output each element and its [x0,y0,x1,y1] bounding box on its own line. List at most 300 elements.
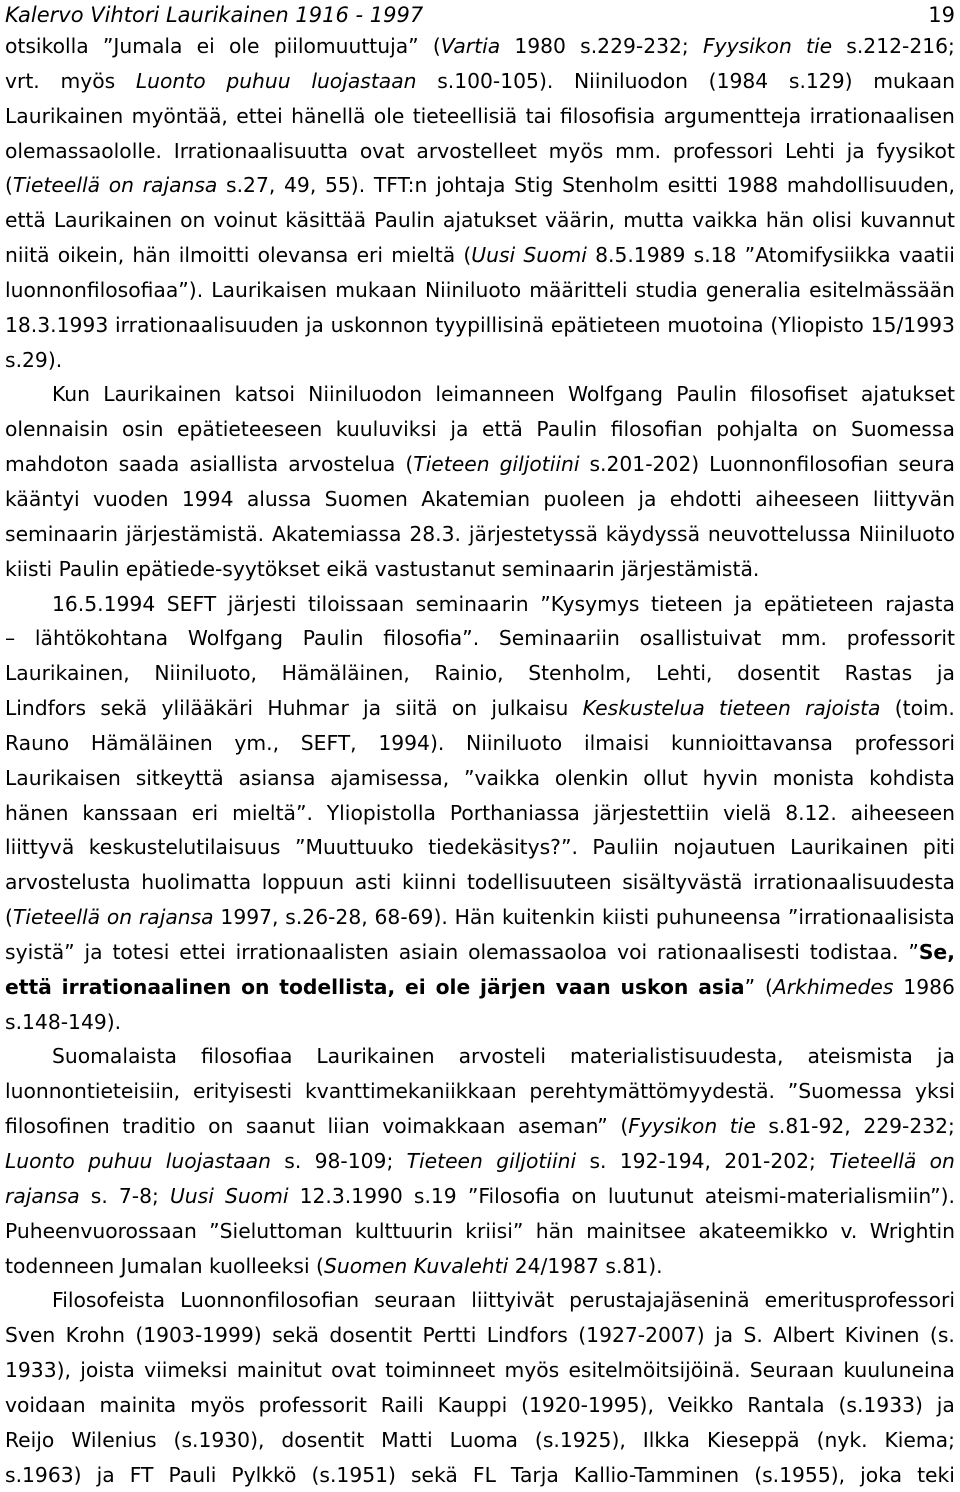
word: TFT:n [373,173,428,198]
word: kiisti [601,905,650,930]
word: niitä [5,243,50,268]
word: Paulin [302,626,364,651]
word: s.129) [788,68,853,93]
word: aseman” [517,1114,608,1139]
word: loppuun [261,870,345,895]
word: Porthaniassa [449,800,580,825]
word: Suomessa [850,417,955,442]
word: ja [450,417,469,442]
text-line [5,64,955,99]
word: Luonto [135,68,206,93]
word: tai [525,103,552,128]
word: Laurikaisen [211,277,328,302]
word: (Tieteen [405,452,490,477]
word: voimakkaan [382,1114,506,1139]
word: Laurikainen [53,208,173,233]
word: Suomalaista [52,1044,177,1069]
word: seuraan [374,1288,457,1313]
word: rajoista [805,696,881,721]
text-line [5,865,955,900]
word: on [451,696,478,721]
text-line [5,238,955,273]
word: ja [96,1462,115,1487]
word: hänellä [291,103,366,128]
word: s. [589,1149,607,1173]
word: olemassaololle. [5,138,162,163]
word: muotoina [667,312,764,337]
word: professori [854,730,955,755]
word: mieltä [391,243,456,268]
word: arvostelleet [416,138,537,163]
word: uskon [620,974,689,999]
word: kanssaan [82,800,178,825]
text-line [5,970,955,1005]
text-line [5,1423,955,1458]
word: ”vaikka [463,765,541,790]
word: ”Sieluttoman [209,1218,343,1243]
text-span: 24/1987 s.81). [508,1253,663,1278]
word: vaatii [898,243,955,268]
word: Rainio, [434,661,504,686]
word: olevansa [257,243,349,268]
text-line [5,1144,955,1179]
word: – [5,626,16,651]
word: tiedekäsitys?”. [428,835,578,860]
word: ”Kysymys [540,591,640,616]
text-line [5,1005,955,1040]
word: Pertti [422,1323,477,1348]
word: on [241,974,270,999]
word: johtaja [436,173,506,198]
word: mainitsee [586,1218,687,1243]
word: irrationaalisten [235,939,389,964]
word: 49, [284,173,317,198]
word: Lindfors [486,1323,568,1348]
word: tiloissaan [307,591,405,616]
word: voinut [213,208,278,233]
word: piilomuuttuja” [273,34,419,58]
word: filosofinen [5,1114,110,1139]
text-line [5,308,955,343]
word: Lehti [784,138,835,163]
body-text [5,29,955,1492]
word: huolimatta [141,870,252,895]
word: 12.3.1990 [299,1183,403,1208]
word: toiminneet [385,1358,496,1383]
word: liittyivät [471,1288,555,1313]
word: s.1963) [5,1462,82,1487]
text-line [5,656,955,691]
word: kuvannut [860,208,955,233]
word: 1980 [514,34,566,58]
word: ja [363,696,382,721]
word: Laurikainen, [5,661,130,686]
word: olisi [812,208,853,233]
word: Reijo [5,1427,55,1452]
word: professorit [258,1392,367,1417]
word: mainitut [236,1358,322,1383]
word: Kauppi [437,1392,508,1417]
word: luonnontieteisiin, [5,1079,181,1104]
word: seminaarin [5,521,118,546]
word: saada [118,452,180,477]
word: kiinni [401,870,457,895]
word: professorit [846,626,955,651]
word: asiansa [238,765,316,790]
text-line [5,1074,955,1109]
word: Hämäläinen, [281,661,410,686]
word: hän [132,243,171,268]
word: s.26-28, [285,905,368,930]
text-line [5,1353,955,1388]
word: 98-109; [314,1149,394,1173]
word: studia [635,277,698,302]
word: ja [936,1392,955,1417]
word: Rantala [747,1392,825,1417]
word: kuuluneina [843,1358,955,1383]
text-span: todenneen Jumalan kuolleeksi ( [5,1253,324,1278]
word: Lindfors [5,696,87,721]
word: kulttuurin [354,1218,453,1243]
word: ”Se, [908,939,955,964]
word: ja [846,138,865,163]
word: leimanneen [435,382,555,407]
word: Matti [381,1427,433,1452]
word: 8.12. [785,800,837,825]
word: eri [191,800,219,825]
word: sekä [410,1462,458,1487]
word: irrationaalisen [809,103,955,128]
word: rajansa [138,905,214,930]
word: Lehti, [656,661,713,686]
word: filosofiaa [200,1044,293,1069]
word: emeritusprofessori [764,1288,955,1313]
word: kääntyi [5,486,80,511]
text-line [5,830,955,865]
word: Niiniluoto [858,521,955,546]
word: mahdollisuuden, [786,173,955,198]
word: Pauli [168,1462,217,1487]
word: S. [743,1323,763,1348]
word: esitti [667,173,718,198]
word: Niiniluoto [424,277,522,302]
word: Niiniluoto [466,730,563,755]
text-line [5,168,955,203]
word: (s.1930), [173,1427,265,1452]
word: Luonnonfilosofian [180,1288,360,1313]
word: vielä [723,800,772,825]
word: luojastaan [311,68,417,93]
word: ateismi-materialismiin”). [704,1183,955,1208]
word: (1920-1995), [521,1392,654,1417]
word: myös [504,1358,560,1383]
word: perehtymättömyydestä. [529,1079,775,1104]
word: syistä” [5,939,75,964]
word: 55). [324,173,366,198]
word: v. [840,1218,858,1243]
word: dosentit [329,1323,413,1348]
word: mm. [781,626,827,651]
word: että [5,974,52,999]
italic-text: Suomen Kuvalehti [323,1253,509,1278]
word: on [812,417,838,442]
text-line [5,1179,955,1214]
word: Paulin [536,417,598,442]
word: (s.1933) [838,1392,923,1417]
word: sekä [272,1323,319,1348]
word: (Tieteellä [5,905,101,930]
word: on [180,208,206,233]
word: Kieseppä [706,1427,800,1452]
word: fyysikot [876,138,955,163]
word: mahdoton [5,452,109,477]
word: sekä [100,696,148,721]
word: rajasta [885,591,955,616]
word: puhuneensa [655,905,782,930]
word: irrationaalinen [61,974,232,999]
text-line [5,552,955,587]
word: tyypillisinä [435,312,545,337]
word: järjestettiin [593,800,710,825]
word: filosofian [610,417,703,442]
word: ovat [359,138,405,163]
text-line [5,1318,955,1353]
word: Fyysikon [702,34,792,58]
word: Yliopistolla [326,800,436,825]
text-line [5,935,955,970]
word: seura [898,452,955,477]
text-line [5,343,955,378]
text-line [5,134,955,169]
word: ehdotti [669,486,742,511]
word: todellista, [279,974,396,999]
word: Luonnonfilosofian [709,452,889,477]
word: Niiniluodon [574,68,688,93]
text-line [5,1109,955,1144]
word: väärin, [545,208,616,233]
word: Raili [380,1392,424,1417]
word: tie [729,1114,756,1139]
word: Stenholm, [528,661,632,686]
word: Laurikainen [316,1044,435,1069]
word: Pauliin [592,835,659,860]
text-line [5,377,955,412]
word: Stig [514,173,554,198]
word: järjestämistä. [125,521,265,546]
word: esitelmöitsijöinä. [568,1358,741,1383]
word: Seuraan [749,1358,835,1383]
text-line [5,29,955,64]
word: Niiniluodon [308,382,423,407]
word: (1984 [708,68,769,93]
word: vaikka [692,208,758,233]
word: kvanttimekaniikkaan [305,1079,517,1104]
word: Hämäläinen [90,730,213,755]
text-line [5,482,955,517]
word: ilmoitti [178,243,250,268]
word: ilmaisi [583,730,650,755]
word: ylilääkäri [161,696,254,721]
word: 68-69). [374,905,448,930]
word: Tieteellä [829,1149,917,1173]
word: olenkin [554,765,629,790]
word: nojautuen [673,835,776,860]
word: julkaisu [491,696,569,721]
word: ole [373,103,405,128]
word: aiheeseen [755,486,860,511]
text-line [5,1039,955,1074]
text-span: kiisti Paulin epätiede-syytökset eikä vastustanut seminaarin järjestämistä. [5,556,760,581]
word: aiheeseen [850,800,955,825]
word: (s. [929,1323,955,1348]
word: 229-232; [863,1114,955,1139]
word: käsittää [285,208,367,233]
word: Albert [773,1323,835,1348]
text-line [5,900,955,935]
word: Wilenius [71,1427,157,1452]
word: puhuu [88,1149,153,1173]
word: monista [772,765,855,790]
word: generalia [705,277,802,302]
word: todellisuuteen [466,870,612,895]
word: erityisesti [192,1079,293,1104]
word: (Tieteellä [5,173,101,198]
word: asiain [398,939,459,964]
word: on [571,1183,597,1208]
text-line [5,1388,955,1423]
word: 1994). [378,730,445,755]
word: ym., [234,730,280,755]
word: 15/1993 [870,312,955,337]
word: ja [936,1044,955,1069]
text-line [5,447,955,482]
word: pohjalta [716,417,799,442]
word: Suomen [324,486,408,511]
word: piti [922,835,955,860]
word: totesi [112,939,170,964]
word: kunnioittavansa [670,730,833,755]
word: ”irrationaalisista [787,905,955,930]
word: hyvin [702,765,758,790]
word: vaan [555,974,611,999]
word: perustajajäseninä [569,1288,750,1313]
word: rationaalisesti [656,939,800,964]
word: FT [129,1462,154,1487]
word: Akatemian [421,486,531,511]
word: oikein, [57,243,125,268]
text-span: s.148-149). [5,1009,122,1034]
word: myös [60,68,116,93]
word: sisältyvästä [622,870,743,895]
word: Laurikainen [5,103,124,128]
word: tie [806,34,833,58]
word: on [929,1149,955,1173]
word: Stenholm [562,173,659,198]
running-header-title: Kalervo Vihtori Laurikainen 1916 - 1997 [5,3,424,27]
word: arvostelua [288,452,396,477]
word: Wrightin [869,1218,955,1243]
word: on [106,905,133,930]
word: teki [917,1462,955,1487]
word: traditio [122,1114,196,1139]
word: s.18 [693,243,737,268]
word: olemassaoloa [468,939,608,964]
word: ettei [179,939,226,964]
word: dosentit [281,1427,365,1452]
word: keskustelutilaisuus [88,835,281,860]
word: Rastas [844,661,913,686]
word: (1903-1999) [135,1323,262,1348]
word: s. [284,1149,302,1173]
word: ja [638,486,657,511]
word: epätieteen [550,312,661,337]
word: Akatemiassa [271,521,402,546]
word: kriisi” [465,1218,524,1243]
word: ”Muuttuuko [294,835,414,860]
word: mieltä”. [232,800,313,825]
text-line [5,691,955,726]
word: liittyvä [5,835,75,860]
word: ollut [643,765,688,790]
word: irrationaalisuudesta [753,870,955,895]
word: siitä [395,696,438,721]
word: osin [121,417,164,442]
word: ja [84,939,103,964]
word: 16.5.1994 [52,591,156,616]
word: 201-202; [724,1149,816,1173]
word: joista [80,1358,135,1383]
word: argumentteja [663,103,802,128]
word: 192-194, [619,1149,711,1173]
word: Pylkkö [231,1462,297,1487]
word: ole [435,974,471,999]
word: Hän [454,905,496,930]
word: s.100-105). [437,68,554,93]
word: sitkeyttä [135,765,224,790]
word: ”Jumala [102,34,183,58]
word: professori [672,138,774,163]
text-line [5,273,955,308]
text-line [5,99,955,134]
word: määritteli [529,277,628,302]
text-line [5,1214,955,1249]
word: ei [405,974,426,999]
word: todistaa. [809,939,899,964]
word: alussa [246,486,312,511]
word: asia” [698,974,756,999]
word: vrt. [5,68,40,93]
word: 1997, [220,905,279,930]
word: Seminaariin [498,626,620,651]
word: filosofiset [750,382,848,407]
word: olennaisin [5,417,109,442]
word: kuuluviksi [335,417,437,442]
word: esitelmässään [809,277,955,302]
word: luojastaan [165,1149,271,1173]
word: asti [354,870,392,895]
word: että [482,417,523,442]
word: luonnonfilosofiaa”). [5,277,204,302]
word: myös [548,138,604,163]
word: mukaan [873,68,955,93]
word: ole [228,34,260,58]
word: giljotiini [499,452,580,477]
word: Veikko [667,1392,734,1417]
word: katsoi [234,382,295,407]
text-line [5,1458,955,1492]
word: mm. [615,138,662,163]
word: Rauno [5,730,70,755]
